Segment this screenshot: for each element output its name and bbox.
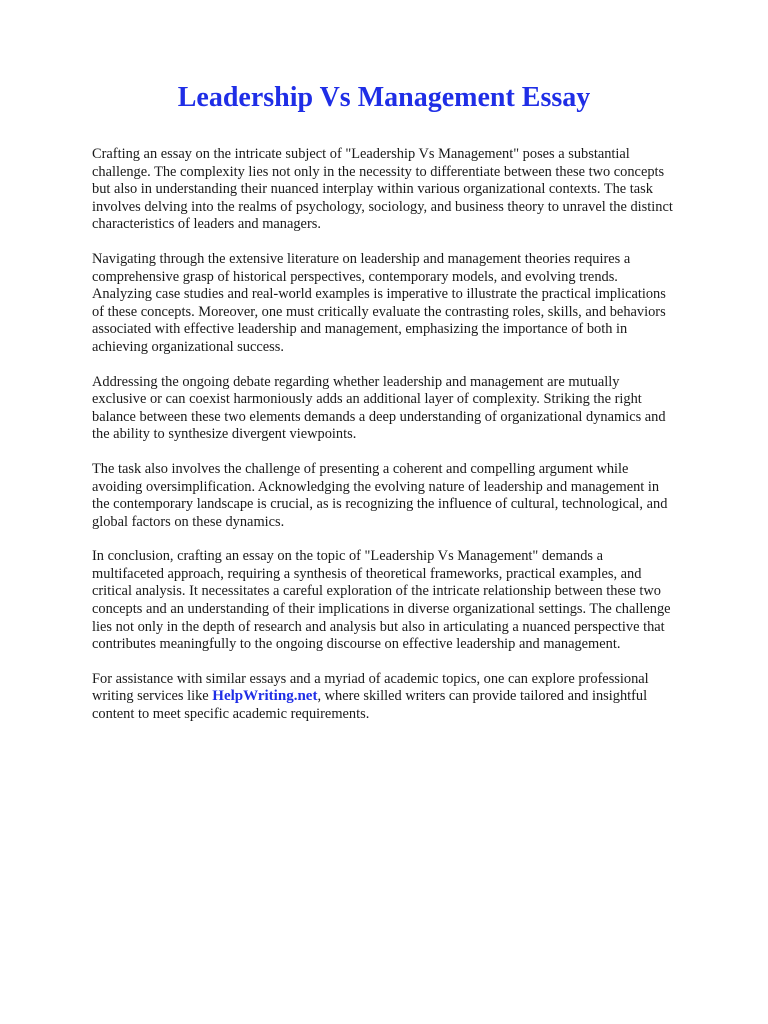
helpwriting-link[interactable]: HelpWriting.net	[212, 688, 318, 705]
paragraph-line: contributes meaningfully to the ongoing discourse on effective leadership and management.	[92, 636, 621, 653]
paragraph-line: The task also involves the challenge of presenting a coherent and compelling argument while	[92, 460, 629, 477]
paragraph-line: exclusive or can coexist harmoniously adds an additional layer of complexity. Striking the right	[92, 391, 642, 408]
document-title: Leadership Vs Management Essay	[177, 82, 591, 113]
paragraph-line: In conclusion, crafting an essay on the topic of "Leadership Vs Management" demands a	[92, 548, 604, 565]
paragraph-line: avoiding oversimplification. Acknowledging the evolving nature of leadership and management in	[92, 478, 660, 495]
paragraph-line: the contemporary landscape is crucial, as is recognizing the influence of cultural, technological, and	[92, 496, 668, 513]
paragraph-1	[92, 146, 732, 234]
paragraph-line: characteristics of leaders and managers.	[92, 216, 321, 233]
paragraph-line	[92, 688, 732, 706]
paragraph-line: balance between these two elements demands a deep understanding of organizational dynamics and	[92, 408, 666, 425]
paragraph-4	[92, 461, 732, 531]
paragraph-line: For assistance with similar essays and a myriad of academic topics, one can explore professional	[92, 670, 649, 687]
paragraph-line: achieving organizational success.	[92, 338, 284, 355]
paragraph-line: multifaceted approach, requiring a synthesis of theoretical frameworks, practical examples, and	[92, 565, 642, 582]
paragraph-line: of these concepts. Moreover, one must critically evaluate the contrasting roles, skills, and behaviors	[92, 303, 666, 320]
paragraph-line: content to meet specific academic requirements.	[92, 706, 370, 723]
paragraph-5	[92, 548, 732, 654]
paragraph-line: global factors on these dynamics.	[92, 513, 285, 530]
paragraph-line: challenge. The complexity lies not only in the necessity to differentiate between these two concepts	[92, 163, 665, 180]
paragraph-line: the ability to synthesize divergent viewpoints.	[92, 426, 357, 443]
paragraph-line: comprehensive grasp of historical perspectives, contemporary models, and evolving trends.	[92, 268, 618, 285]
paragraph-3	[92, 374, 732, 444]
paragraph-line: Analyzing case studies and real-world examples is imperative to illustrate the practical implications	[92, 286, 666, 303]
paragraph-line: lies not only in the depth of research and analysis but also in articulating a nuanced perspective that	[92, 618, 665, 635]
paragraph-line: associated with effective leadership and management, emphasizing the importance of both in	[92, 321, 628, 338]
paragraph-line: Navigating through the extensive literature on leadership and management theories requires a	[92, 250, 631, 267]
paragraph-line: Addressing the ongoing debate regarding whether leadership and management are mutually	[92, 373, 620, 390]
paragraph-2	[92, 251, 732, 357]
paragraph-line: but also in understanding their nuanced interplay within various organizational contexts. The task	[92, 181, 653, 198]
closing-text-before-link: writing services like	[92, 688, 213, 705]
paragraph-line: concepts and an understanding of their implications in diverse organizational settings. The challenge	[92, 601, 671, 618]
paragraph-line: involves delving into the realms of psychology, sociology, and business theory to unravel the distinct	[92, 198, 673, 215]
paragraph-line: Crafting an essay on the intricate subject of "Leadership Vs Management" poses a substantial	[92, 146, 630, 162]
closing-text-after-link: , where skilled writers can provide tailored and insightful	[317, 688, 648, 705]
closing-paragraph	[92, 671, 732, 724]
paragraph-line: critical analysis. It necessitates a careful exploration of the intricate relationship between these two	[92, 583, 662, 600]
document-body	[92, 146, 732, 741]
